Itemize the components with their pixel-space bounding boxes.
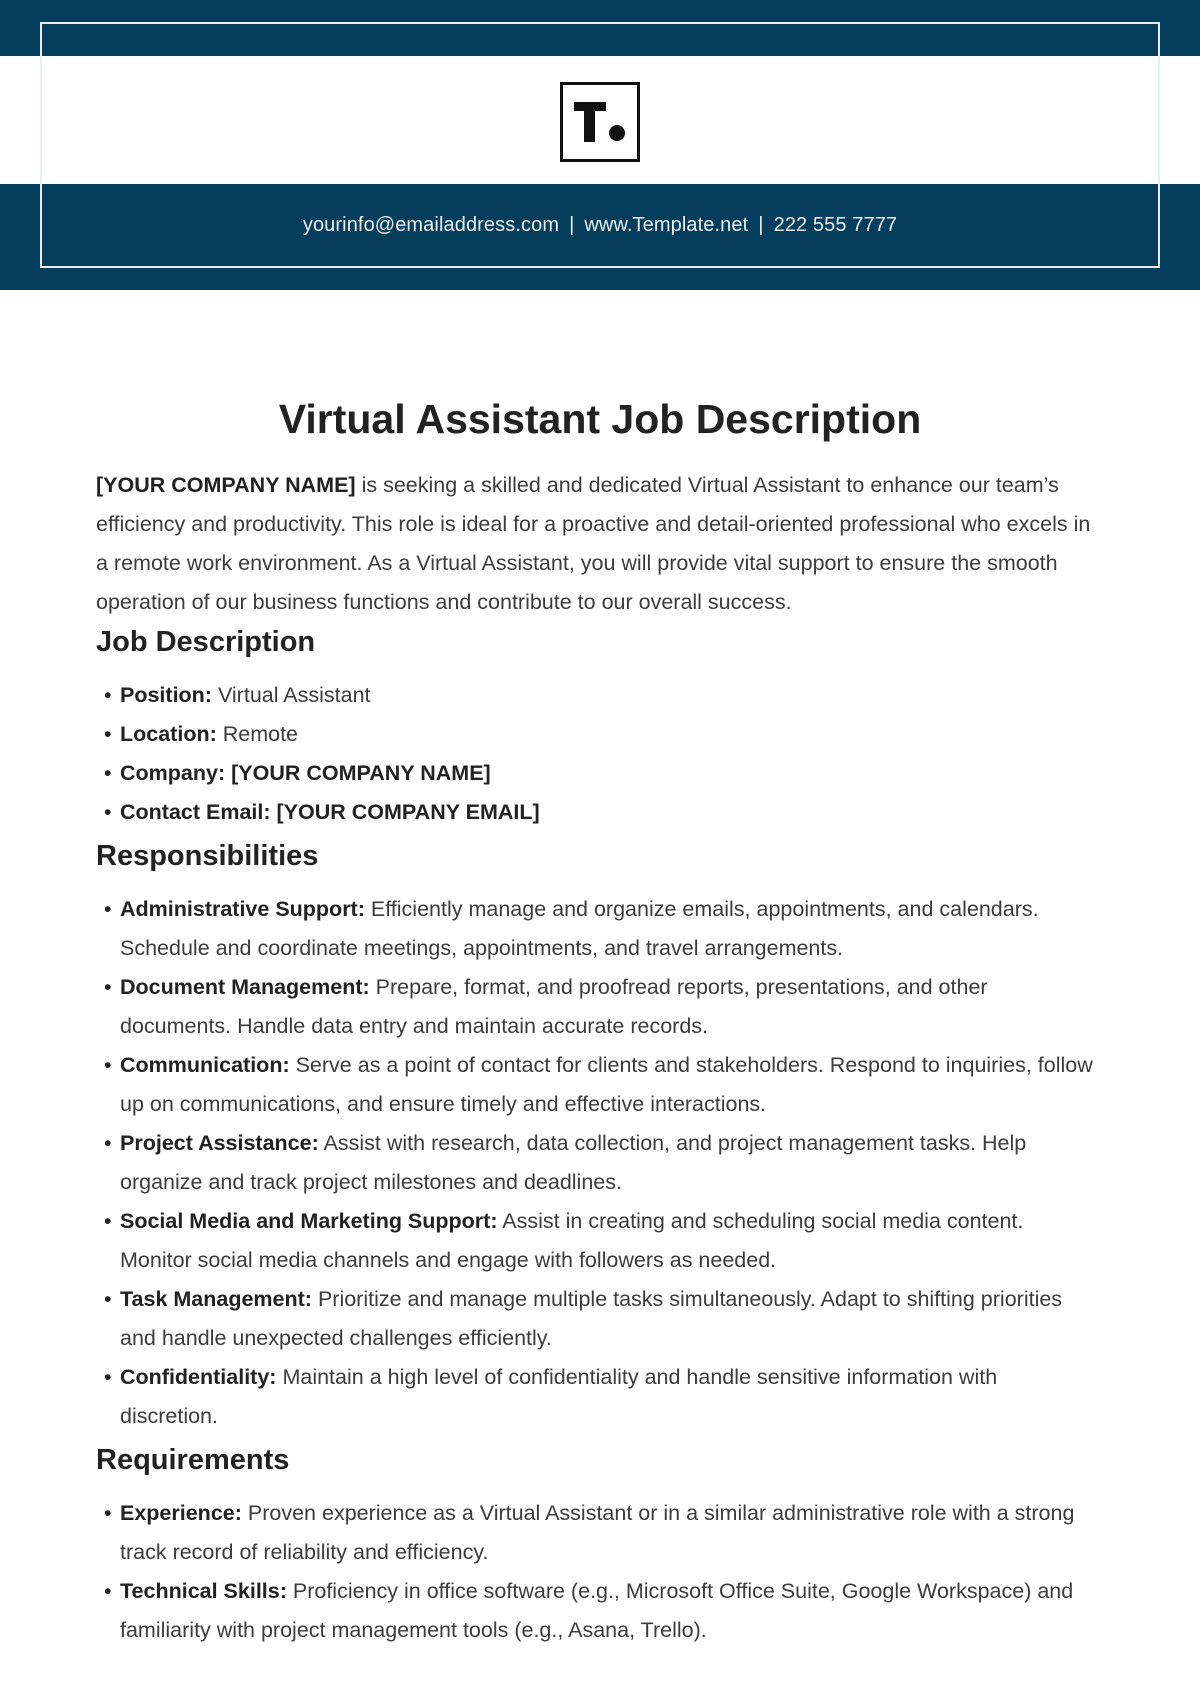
item-label: Administrative Support:: [120, 897, 365, 921]
job-description-list: [96, 676, 1096, 832]
item-value: Assist in creating and scheduling social media content. Monitor social media channels and engage with followers as needed.: [120, 1209, 1024, 1272]
list-item: [96, 1202, 1096, 1280]
list-item: [96, 1358, 1096, 1436]
list-item: [96, 1494, 1096, 1572]
document-body: [96, 466, 1096, 1654]
list-item: [96, 890, 1096, 968]
list-item: [96, 1046, 1096, 1124]
list-item: [96, 1572, 1096, 1650]
item-label: Location:: [120, 722, 217, 746]
contact-phone: 222 555 7777: [773, 214, 898, 236]
responsibilities-list: [96, 890, 1096, 1436]
item-label: Social Media and Marketing Support:: [120, 1209, 498, 1233]
item-label: Project Assistance:: [120, 1131, 319, 1155]
intro-paragraph: [96, 466, 1096, 622]
item-label: Communication:: [120, 1053, 290, 1077]
document-title: Virtual Assistant Job Description: [278, 396, 922, 442]
item-value: [YOUR COMPANY NAME]: [231, 761, 491, 785]
item-label: Company:: [120, 761, 226, 785]
item-label: Position:: [120, 683, 212, 707]
item-value: Assist with research, data collection, and project management tasks. Help organize and track project milestones and deadlines.: [120, 1131, 1027, 1194]
section-heading-requirements: Requirements: [96, 1444, 290, 1476]
contact-separator: |: [569, 214, 575, 236]
contact-separator: |: [758, 214, 764, 236]
list-item: [96, 968, 1096, 1046]
item-label: Task Management:: [120, 1287, 312, 1311]
list-item: [96, 715, 1096, 754]
logo-t-dot-icon: [572, 99, 628, 145]
item-label: Document Management:: [120, 975, 370, 999]
item-value: Remote: [222, 722, 299, 746]
list-item: [96, 793, 1096, 832]
item-label: Confidentiality:: [120, 1365, 277, 1389]
contact-info: [0, 214, 1200, 237]
item-value: Efficiently manage and organize emails, appointments, and calendars. Schedule and coordinate meetings, appointments, and travel arrangements.: [120, 897, 1039, 960]
contact-email[interactable]: yourinfo@emailaddress.com: [302, 214, 560, 236]
item-value: Virtual Assistant: [217, 683, 371, 707]
section-heading-responsibilities: Responsibilities: [96, 840, 319, 872]
item-label: Experience:: [120, 1501, 242, 1525]
requirements-list: [96, 1494, 1096, 1650]
item-label: Technical Skills:: [120, 1579, 287, 1603]
list-item: [96, 1280, 1096, 1358]
list-item: [96, 754, 1096, 793]
item-value: Maintain a high level of confidentiality and handle sensitive information with discretion.: [120, 1365, 998, 1428]
section-heading-job-description: Job Description: [96, 626, 316, 658]
item-value: Proven experience as a Virtual Assistant or in a similar administrative role with a strong track record of reliability and efficiency.: [120, 1501, 1075, 1564]
item-value: Proficiency in office software (e.g., Microsoft Office Suite, Google Workspace) and familiarity with project management tools (e.g., Asana, Trello).: [120, 1579, 1074, 1642]
contact-website[interactable]: www.Template.net: [584, 214, 749, 236]
list-item: [96, 676, 1096, 715]
item-value: Prepare, format, and proofread reports, presentations, and other documents. Handle data entry and maintain accurate records.: [120, 975, 988, 1038]
intro-text: is seeking a skilled and dedicated Virtual Assistant to enhance our team’s efficiency and productivity. This role is ideal for a proactive and detail-oriented professional who excels in a remote work environment. As a Virtual Assistant, you will provide vital support to ensure the smooth operation of our business functions and contribute to our overall success.: [96, 473, 1091, 614]
company-logo: [560, 82, 640, 162]
intro-company-placeholder: [YOUR COMPANY NAME]: [96, 473, 356, 497]
item-label: Contact Email:: [120, 800, 271, 824]
item-value: Prioritize and manage multiple tasks simultaneously. Adapt to shifting priorities and handle unexpected challenges efficiently.: [120, 1287, 1063, 1350]
item-value: Serve as a point of contact for clients and stakeholders. Respond to inquiries, follow up on communications, and ensure timely and effective interactions.: [120, 1053, 1093, 1116]
item-value: [YOUR COMPANY EMAIL]: [276, 800, 540, 824]
list-item: [96, 1124, 1096, 1202]
